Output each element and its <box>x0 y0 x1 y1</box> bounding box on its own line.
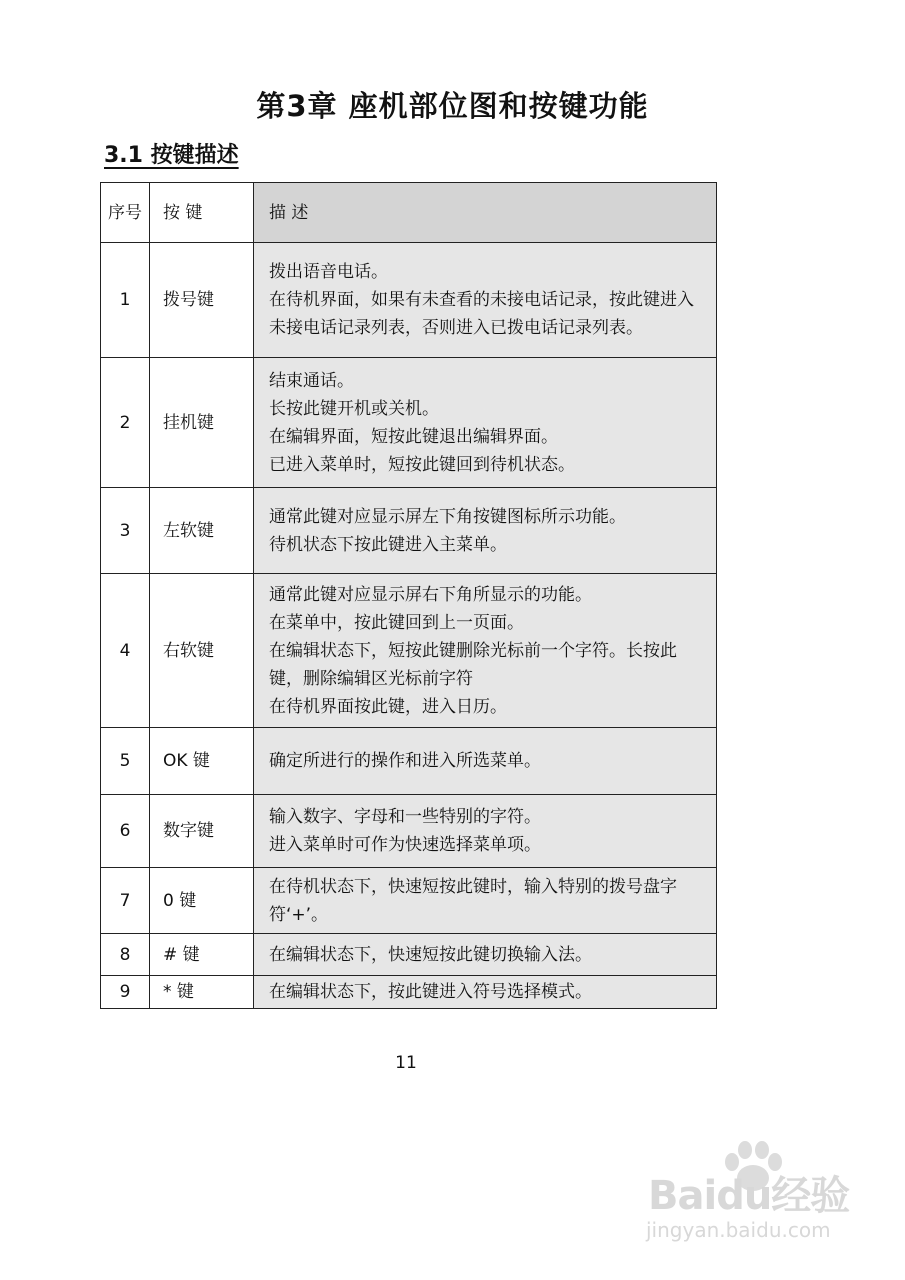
row-description <box>254 934 717 976</box>
row-key: 右软键 <box>150 574 254 728</box>
description-line: 拨出语音电话。 <box>269 262 388 282</box>
row-index: 8 <box>101 934 150 976</box>
description-line: 输入数字、字母和一些特别的字符。 <box>269 807 541 827</box>
description-line: 在编辑状态下，短按此键删除光标前一个字符。长按此键，删除编辑区光标前字符 <box>269 640 677 689</box>
table-row <box>101 358 717 488</box>
table-row <box>101 976 717 1009</box>
description-line: 结束通话。 <box>269 370 354 391</box>
row-index: 9 <box>101 976 150 1009</box>
watermark-logo: Baidu经验 <box>648 1173 850 1219</box>
row-index: 2 <box>101 358 150 488</box>
row-key: * 键 <box>150 976 254 1009</box>
table-row <box>101 574 717 728</box>
row-description <box>254 795 717 868</box>
description-line: 在编辑状态下，按此键进入符号选择模式。 <box>269 982 592 1002</box>
header-description: 描 述 <box>254 183 717 243</box>
row-description <box>254 243 717 358</box>
row-index: 6 <box>101 795 150 868</box>
header-index: 序号 <box>101 183 150 243</box>
description-line: 已进入菜单时，短按此键回到待机状态。 <box>269 454 575 475</box>
description-line: 进入菜单时可作为快速选择菜单项。 <box>269 835 541 855</box>
row-key: 0 键 <box>150 868 254 934</box>
row-description <box>254 358 717 488</box>
key-description-table <box>100 182 717 1009</box>
baidu-watermark <box>640 1140 880 1250</box>
row-description <box>254 868 717 934</box>
header-key: 按 键 <box>150 183 254 243</box>
row-key: # 键 <box>150 934 254 976</box>
description-line: 确定所进行的操作和进入所选菜单。 <box>269 751 541 771</box>
row-key: 拨号键 <box>150 243 254 358</box>
table-header-row <box>101 183 717 243</box>
row-key: OK 键 <box>150 728 254 795</box>
row-key: 挂机键 <box>150 358 254 488</box>
description-line: 待机状态下按此键进入主菜单。 <box>269 534 507 555</box>
description-line: 在编辑状态下，快速短按此键切换输入法。 <box>269 944 592 965</box>
description-line: 在待机状态下，快速短按此键时，输入特别的拨号盘字符‘+’。 <box>269 876 677 925</box>
chapter-title: 第3章 座机部位图和按键功能 <box>256 89 649 123</box>
row-index: 1 <box>101 243 150 358</box>
row-key: 数字键 <box>150 795 254 868</box>
section-title: 3.1 按键描述 <box>104 143 239 168</box>
row-index: 5 <box>101 728 150 795</box>
row-index: 4 <box>101 574 150 728</box>
row-description <box>254 976 717 1009</box>
description-line: 在菜单中，按此键回到上一页面。 <box>269 612 524 633</box>
row-description <box>254 488 717 574</box>
table-row <box>101 795 717 868</box>
row-description <box>254 728 717 795</box>
row-index: 7 <box>101 868 150 934</box>
table-row <box>101 243 717 358</box>
description-line: 长按此键开机或关机。 <box>269 398 439 419</box>
table-row <box>101 868 717 934</box>
table-row <box>101 728 717 795</box>
description-line: 通常此键对应显示屏左下角按键图标所示功能。 <box>269 506 626 527</box>
page-number: 11 <box>395 1053 417 1073</box>
table-row <box>101 934 717 976</box>
row-key: 左软键 <box>150 488 254 574</box>
description-line: 通常此键对应显示屏右下角所显示的功能。 <box>269 584 592 605</box>
table-row <box>101 488 717 574</box>
watermark-url: jingyan.baidu.com <box>646 1218 831 1242</box>
description-line: 在待机界面按此键，进入日历。 <box>269 696 507 717</box>
row-index: 3 <box>101 488 150 574</box>
row-description <box>254 574 717 728</box>
description-line: 在待机界面，如果有未查看的未接电话记录，按此键进入未接电话记录列表，否则进入已拨电话记录列表。 <box>269 290 694 338</box>
description-line: 在编辑界面，短按此键退出编辑界面。 <box>269 426 558 447</box>
